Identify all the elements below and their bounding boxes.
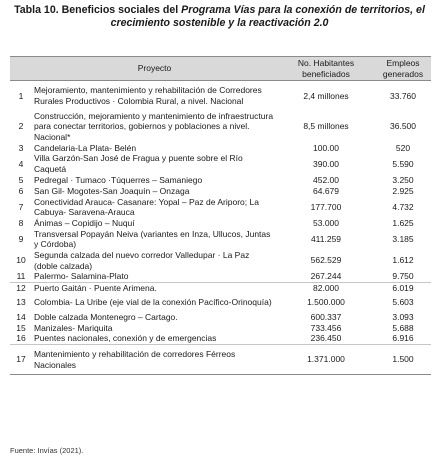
row-inhabitants: 1.371.000 [277,345,375,375]
row-jobs: 6.916 [375,333,431,344]
row-inhabitants: 236.450 [277,333,375,344]
source-note: Fuente: Invías (2021). [10,446,84,455]
table-row [10,229,431,250]
row-jobs: 1.612 [392,255,414,266]
table-row [10,218,431,229]
row-number: 12 [16,282,26,293]
row-inhabitants: 2,4 millones [303,90,349,101]
table-row [10,197,431,218]
row-number: 15 [16,322,26,333]
table-row [10,153,431,174]
row-inhabitants: 390.00 [313,158,339,169]
row-jobs: 2.925 [392,185,414,196]
row-inhabitants: 267.244 [277,271,375,282]
row-number: 1 [18,90,24,101]
row-project: Segunda calzada del nuevo corredor Valledupar · La Paz (doble calzada) [34,250,250,271]
table-row [10,282,431,293]
row-jobs: 4.732 [392,201,414,212]
row-project: Palermo- Salamina-Plato [32,271,277,282]
table-row [10,250,431,271]
row-jobs: 5.688 [392,322,414,333]
row-inhabitants: 600.337 [310,311,342,322]
row-project: Pedregal · Tumaco ·Túquerres – Samaniego [34,174,203,185]
table-row [10,186,431,197]
row-number: 13 [16,297,26,308]
row-jobs: 6.019 [392,282,414,293]
header-jobs: Empleos generados [375,57,431,81]
table-row [10,322,431,333]
row-project: Ánimas – Copidijo – Nuquí [34,218,135,229]
header-project: Proyecto [32,57,277,81]
table-header-row [10,57,431,81]
table-title-prefix: Tabla 10. Beneficios sociales del [14,4,182,16]
row-number: 8 [18,218,24,229]
row-project: Puentes nacionales, conexión y de emergencias [32,333,277,344]
row-jobs: 5.590 [392,158,414,169]
row-inhabitants: 733.456 [310,322,342,333]
row-inhabitants: 411.259 [310,234,342,245]
row-number: 10 [16,255,26,266]
row-project: Candelaria-La Plata- Belén [34,142,137,153]
row-jobs: 520 [395,142,411,153]
row-number: 6 [18,185,24,196]
row-inhabitants: 452.00 [313,174,339,185]
row-inhabitants: 562.529 [310,255,342,266]
row-number: 16 [10,333,32,344]
row-number: 5 [18,174,24,185]
row-jobs: 1.500 [375,345,431,375]
row-number: 17 [10,345,32,375]
row-inhabitants: 100.00 [313,142,339,153]
table-row [10,333,431,344]
row-number: 2 [18,121,24,132]
row-jobs: 5.603 [392,297,414,308]
row-number: 4 [18,158,24,169]
row-project: Conectividad Arauca- Casanare: Yopal – Paz de Ariporo; La Cabuya- Saravena-Arauca [34,196,259,218]
row-number: 3 [18,142,24,153]
table-title-italic: Programa Vías para la conexión de territorios, el crecimiento sostenible y la reactivación 2.0 [110,4,425,29]
row-jobs: 3.093 [392,311,414,322]
table-row [10,311,431,322]
row-inhabitants: 1.500.000 [307,297,345,308]
row-inhabitants: 64.679 [313,185,339,196]
row-inhabitants: 82.000 [313,282,339,293]
row-inhabitants: 53.000 [313,218,339,229]
benefits-table [10,56,431,375]
row-project: Doble calzada Montenegro – Cartago. [34,311,178,322]
row-inhabitants: 177.700 [310,201,342,212]
row-number: 9 [18,234,24,245]
table-row [10,293,431,311]
table-row [10,111,431,143]
row-jobs: 3.250 [392,174,414,185]
row-project: Colombia- La Uribe (eje vial de la conexión Pacífico-Orinoquía) [34,297,272,308]
row-project: Puerto Gaitán · Puente Arimena. [34,282,157,293]
row-inhabitants: 8,5 millones [303,121,349,132]
table-row [10,81,431,111]
row-jobs: 1.625 [392,218,414,229]
table-row [10,271,431,282]
row-jobs: 36.500 [390,121,416,132]
row-number: 11 [10,271,32,282]
row-project: Mantenimiento y rehabilitación de corredores Férreos Nacionales [32,345,277,375]
header-inhabitants: No. Habitantes beneficiados [277,57,375,81]
row-number: 7 [18,201,24,212]
table-title [8,4,431,30]
row-project: San Gil- Mogotes-San Joaquín – Onzaga [34,185,190,196]
row-project: Mejoramiento, mantenimiento y rehabilitación de Corredores Rurales Productivos · Colombia Rural, a nivel. Nacional [34,85,262,106]
row-project: Villa Garzón-San José de Fragua y puente sobre el Río Caquetá [34,153,243,175]
row-project: Construcción, mejoramiento y mantenimiento de infraestructura para conectar territorios, gobiernos y poblaciones a nivel. Nacional* [34,110,274,142]
row-jobs: 9.750 [375,271,431,282]
row-number: 14 [16,311,26,322]
row-jobs: 3.185 [392,234,414,245]
header-number [10,57,32,81]
row-project: Transversal Popayán Neiva (variantes en Inza, Ullucos, Juntas y Córdoba) [34,228,271,250]
row-project: Manizales- Mariquita [34,322,113,333]
row-jobs: 33.760 [390,90,416,101]
table-row [10,142,431,153]
table-row [10,175,431,186]
table-row [10,345,431,375]
